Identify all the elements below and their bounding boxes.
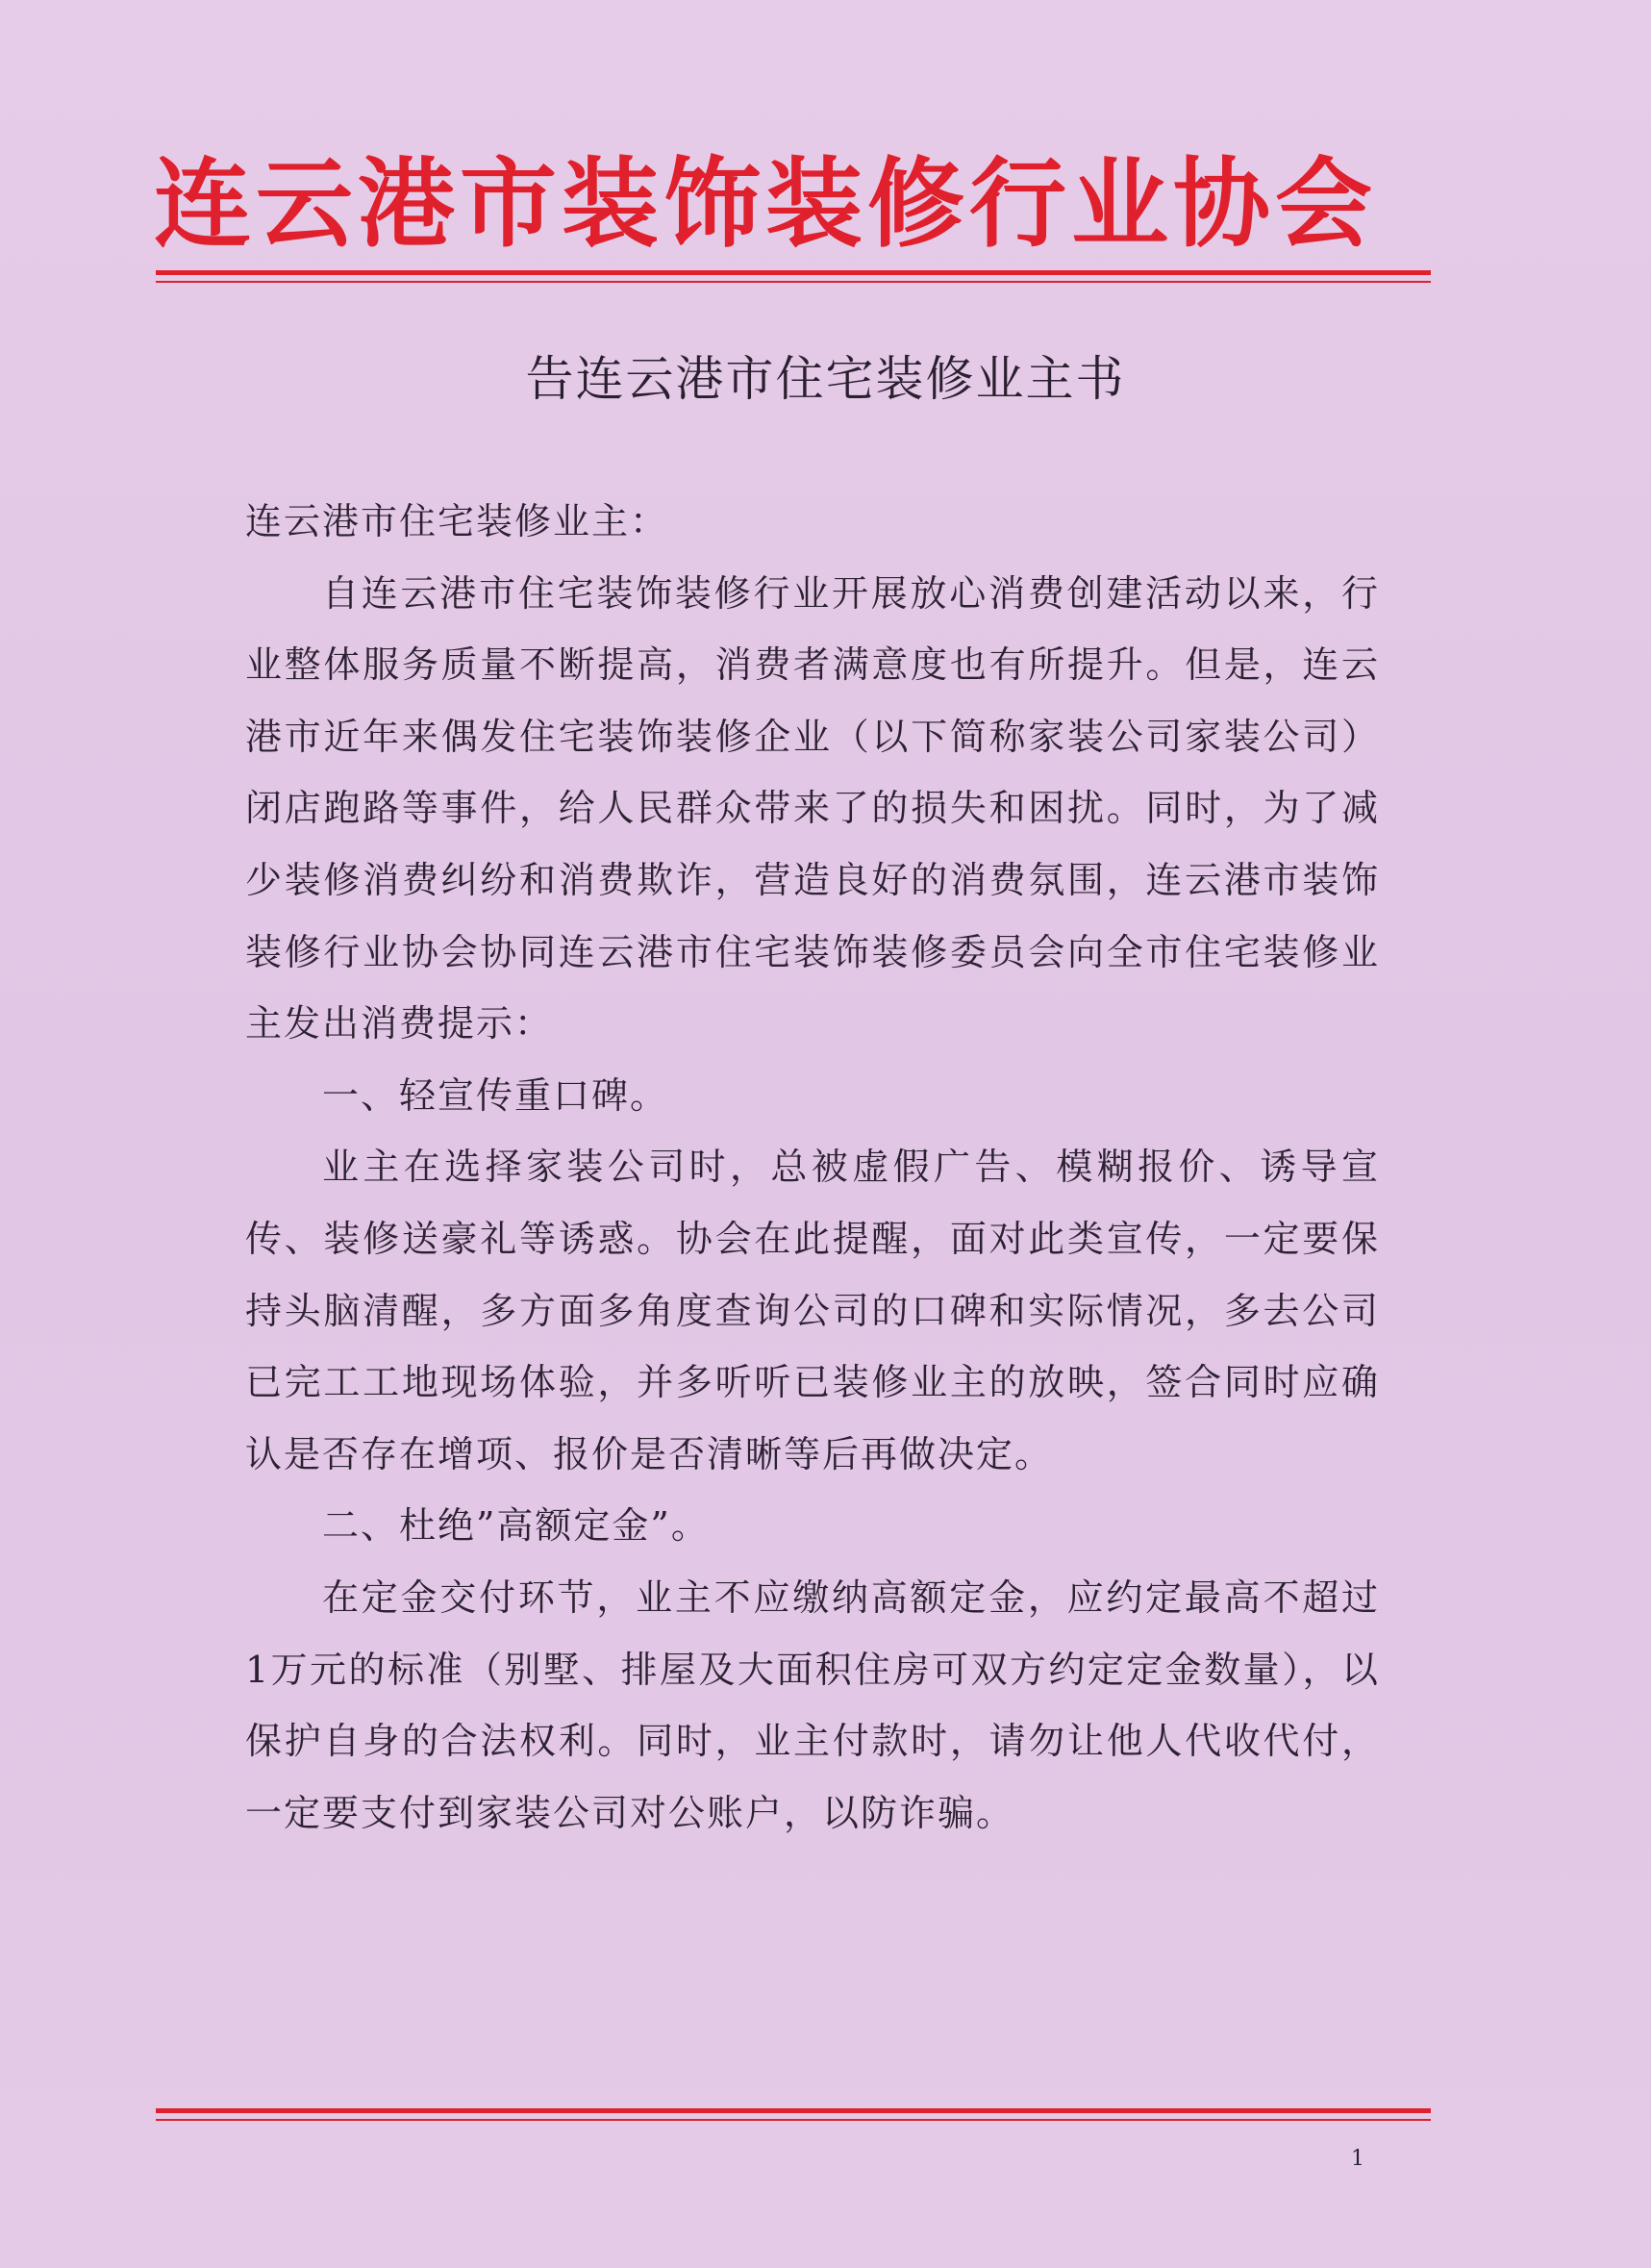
paragraph-section-1: 业主在选择家装公司时，总被虚假广告、模糊报价、诱导宣传、装修送豪礼等诱惑。协会在此提醒，面对此类宣传，一定要保持头脑清醒，多方面多角度查询公司的口碑和实际情况，多去公司已完工工地现场体验，并多听听已装修业主的放映，签合同时应确认是否存在增项、报价是否清晰等后再做决定。	[245, 1146, 1380, 1475]
footer-rule-thick	[156, 2108, 1431, 2113]
document-body	[245, 486, 1380, 1849]
document-title: 告连云港市住宅装修业主书	[525, 351, 1126, 407]
section-heading-1: 一、轻宣传重口碑。	[322, 1073, 669, 1117]
letterhead-organization-name: 连云港市装饰装修行业协会	[154, 146, 1378, 261]
paragraph-section-2: 在定金交付环节，业主不应缴纳高额定金，应约定最高不超过1万元的标准（别墅、排屋及大面积住房可双方约定定金数量），以保护自身的合法权利。同时，业主付款时，请勿让他人代收代付，一定要支付到家装公司对公账户，以防诈骗。	[245, 1575, 1380, 1834]
letterhead-rule-thick	[156, 270, 1431, 275]
page-number: 1	[1351, 2147, 1364, 2171]
paragraph-intro: 自连云港市住宅装饰装修行业开展放心消费创建活动以来，行业整体服务质量不断提高，消费者满意度也有所提升。但是，连云港市近年来偶发住宅装饰装修企业（以下简称家装公司家装公司）闭店跑路等事件，给人民群众带来了的损失和困扰。同时，为了减少装修消费纠纷和消费欺诈，营造良好的消费氛围，连云港市装饰装修行业协会协同连云港市住宅装饰装修委员会向全市住宅装修业主发出消费提示：	[245, 571, 1380, 1046]
footer-rule-thin	[156, 2119, 1431, 2121]
salutation: 连云港市住宅装修业主：	[245, 500, 669, 542]
letterhead-rule-thin	[156, 281, 1431, 283]
section-heading-2: 二、杜绝”高额定金”。	[322, 1504, 710, 1548]
